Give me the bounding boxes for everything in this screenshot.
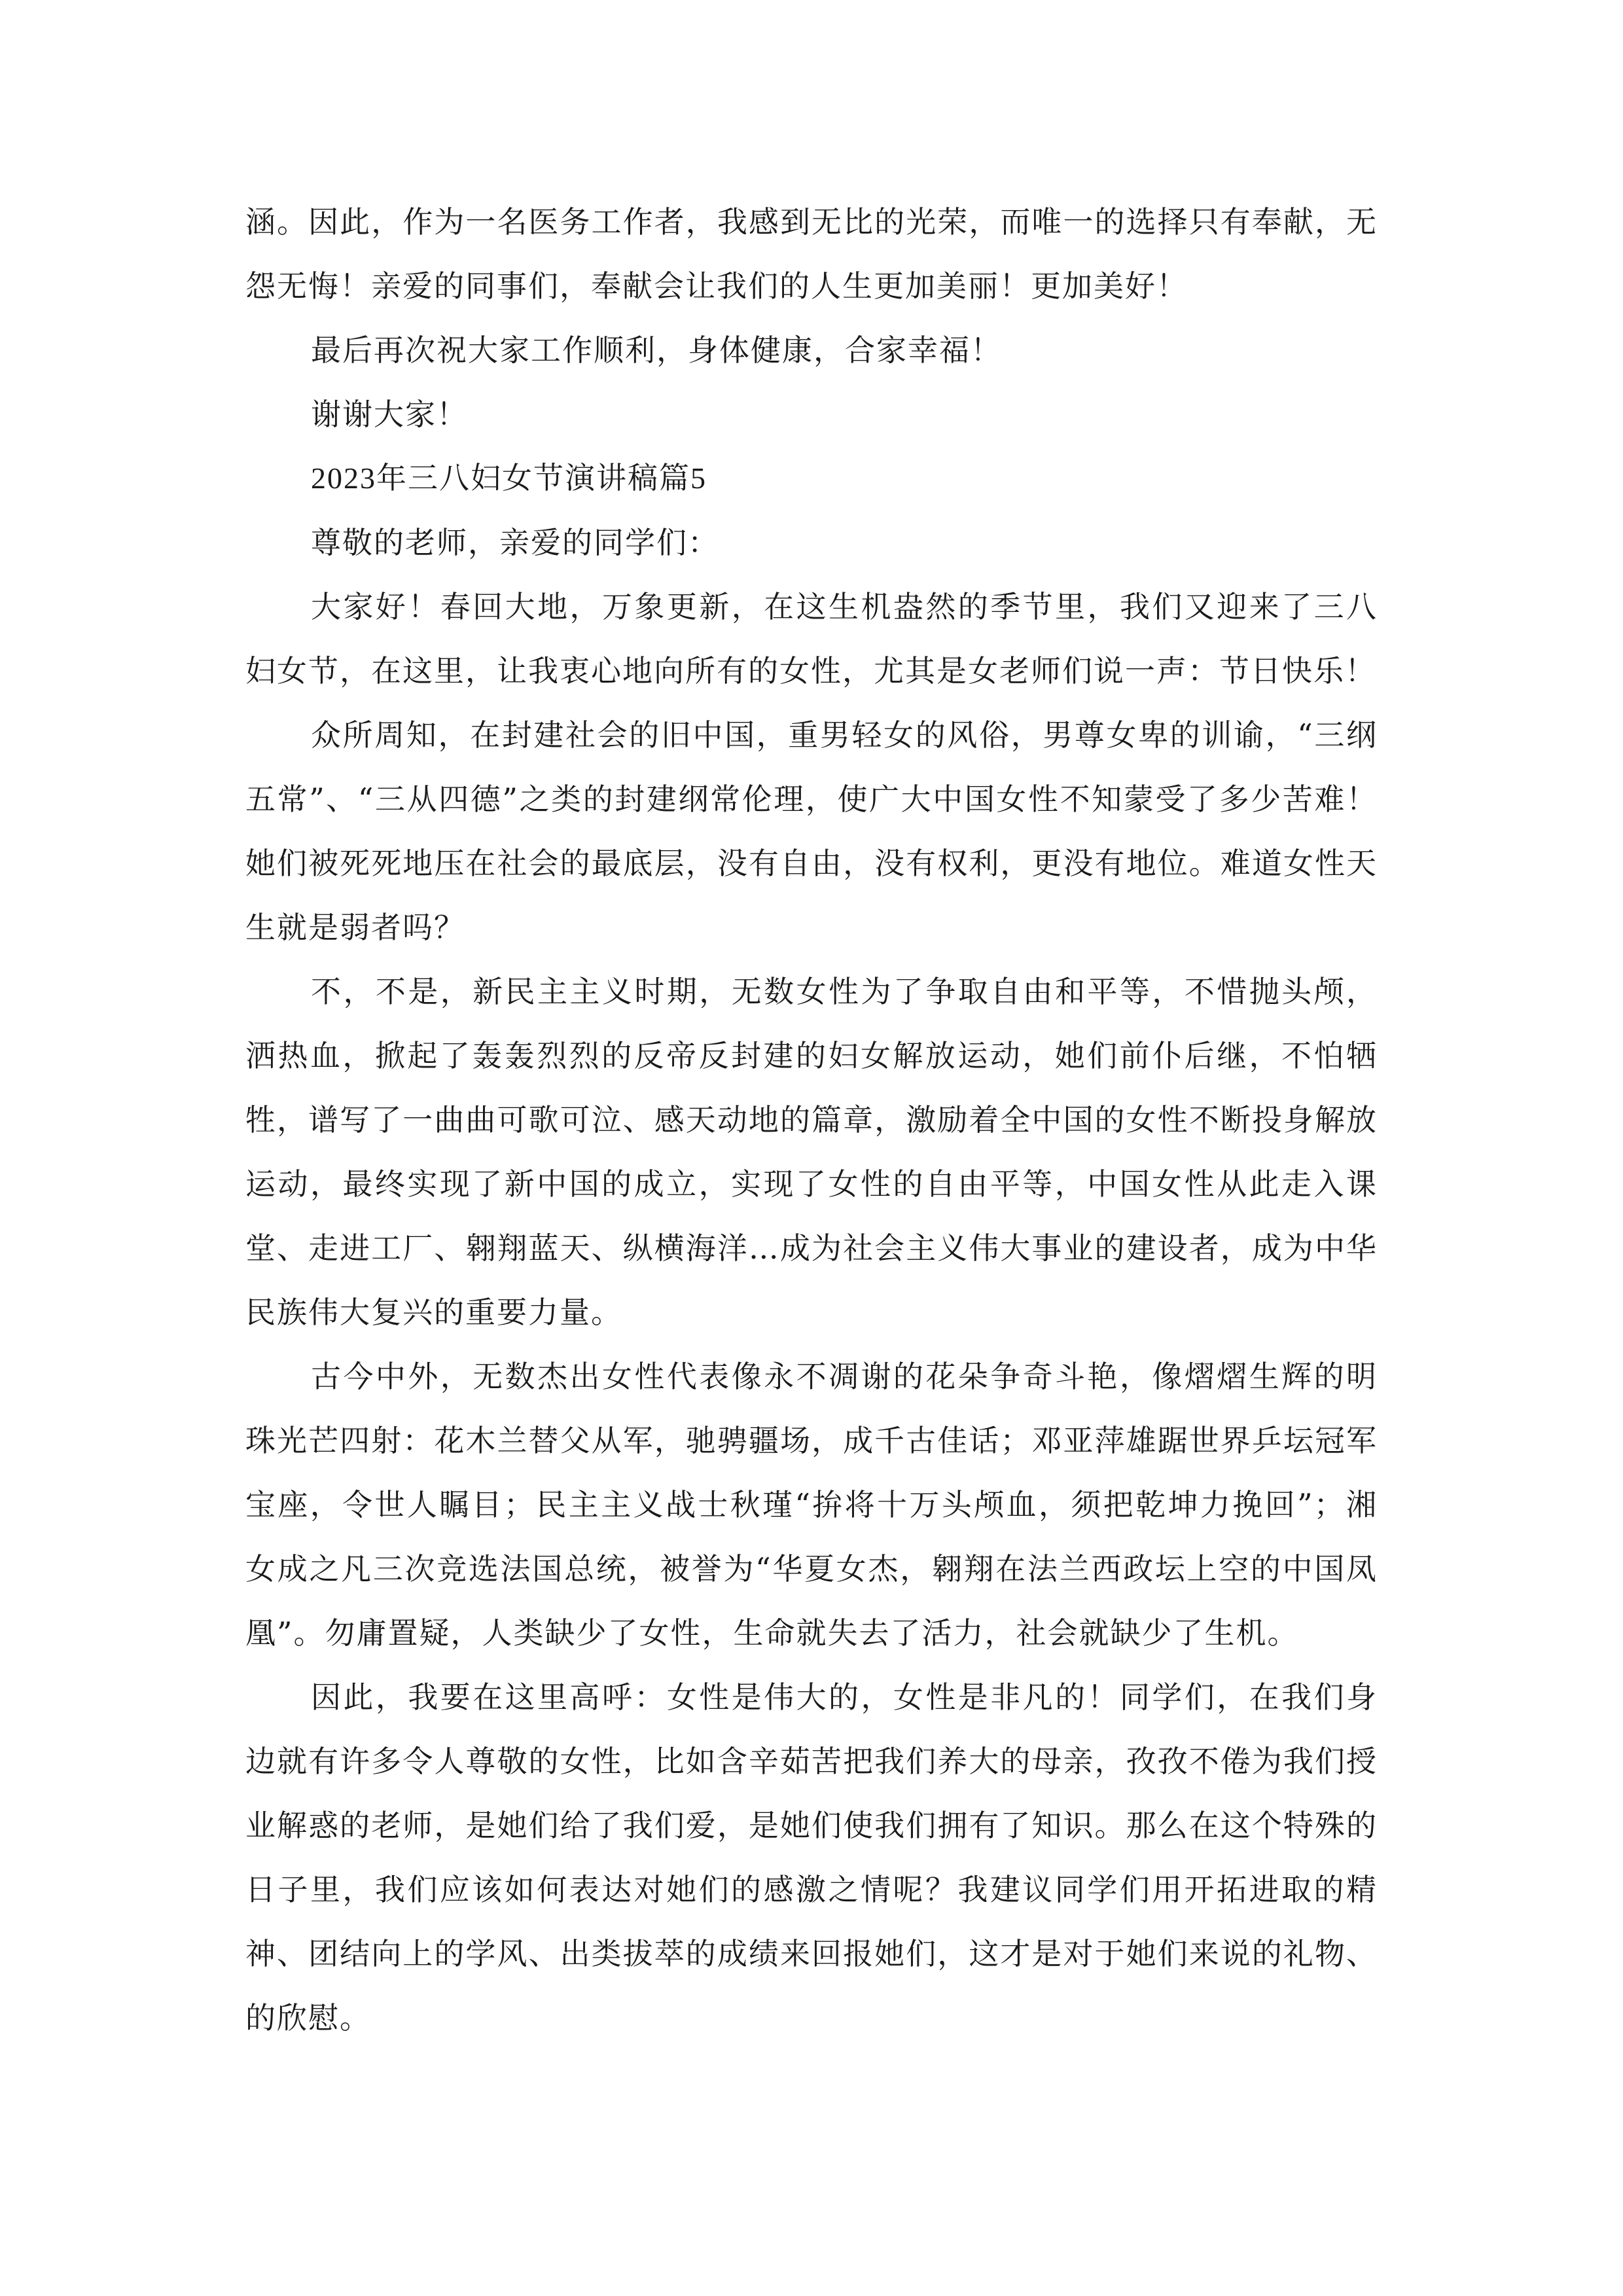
paragraph-history: 众所周知，在封建社会的旧中国，重男轻女的风俗，男尊女卑的训谕，“三纲五常”、“三从四德”之类的封建纲常伦理，使广大中国女性不知蒙受了多少苦难！她们被死死地压在社会的最底层，没有自由，没有权利，更没有地位。难道女性天生就是弱者吗？ xyxy=(245,717,1378,945)
paragraph-closing-wishes: 最后再次祝大家工作顺利，身体健康，合家幸福！ xyxy=(311,332,1002,368)
paragraph-greeting: 大家好！春回大地，万象更新，在这生机盎然的季节里，我们又迎来了三八妇女节，在这里，让我衷心地向所有的女性，尤其是女老师们说一声：节日快乐！ xyxy=(245,589,1378,689)
paragraph-conclusion: 因此，我要在这里高呼：女性是伟大的，女性是非凡的！同学们，在我们身边就有许多令人尊敬的女性，比如含辛茹苦把我们养大的母亲，孜孜不倦为我们授业解惑的老师，是她们给了我们爱，是她们使我们拥有了知识。那么在这个特殊的日子里，我们应该如何表达对她们的感激之情呢？我建议同学们用开拓进取的精神、团结向上的学风、出类拔萃的成绩来回报她们，这才是对于她们来说的礼物、的欣慰。 xyxy=(245,1679,1378,2036)
paragraph-examples: 古今中外，无数杰出女性代表像永不凋谢的花朵争奇斗艳，像熠熠生辉的明珠光芒四射：花木兰替父从军，驰骋疆场，成千古佳话；邓亚萍雄踞世界乒坛冠军宝座，令世人瞩目；民主主义战士秋瑾“拚将十万头颅血，须把乾坤力挽回”；湘女成之凡三次竞选法国总统，被誉为“华夏女杰，翱翔在法兰西政坛上空的中国凤凰”。勿庸置疑，人类缺少了女性，生命就失去了活力，社会就缺少了生机。 xyxy=(245,1359,1378,1651)
paragraph-continued: 涵。因此，作为一名医务工作者，我感到无比的光荣，而唯一的选择只有奉献，无怨无悔！亲爱的同事们，奉献会让我们的人生更加美丽！更加美好！ xyxy=(245,204,1378,304)
paragraph-thanks: 谢谢大家！ xyxy=(311,397,468,432)
paragraph-salutation: 尊敬的老师，亲爱的同学们： xyxy=(311,525,719,560)
section-heading: 2023年三八妇女节演讲稿篇5 xyxy=(311,461,707,495)
document-body xyxy=(245,190,1378,2050)
paragraph-liberation: 不，不是，新民主主义时期，无数女性为了争取自由和平等，不惜抛头颅，洒热血，掀起了轰轰烈烈的反帝反封建的妇女解放运动，她们前仆后继，不怕牺牲，谱写了一曲曲可歌可泣、感天动地的篇章，激励着全中国的女性不断投身解放运动，最终实现了新中国的成立，实现了女性的自由平等，中国女性从此走入课堂、走进工厂、翱翔蓝天、纵横海洋…成为社会主义伟大事业的建设者，成为中华民族伟大复兴的重要力量。 xyxy=(245,974,1378,1330)
